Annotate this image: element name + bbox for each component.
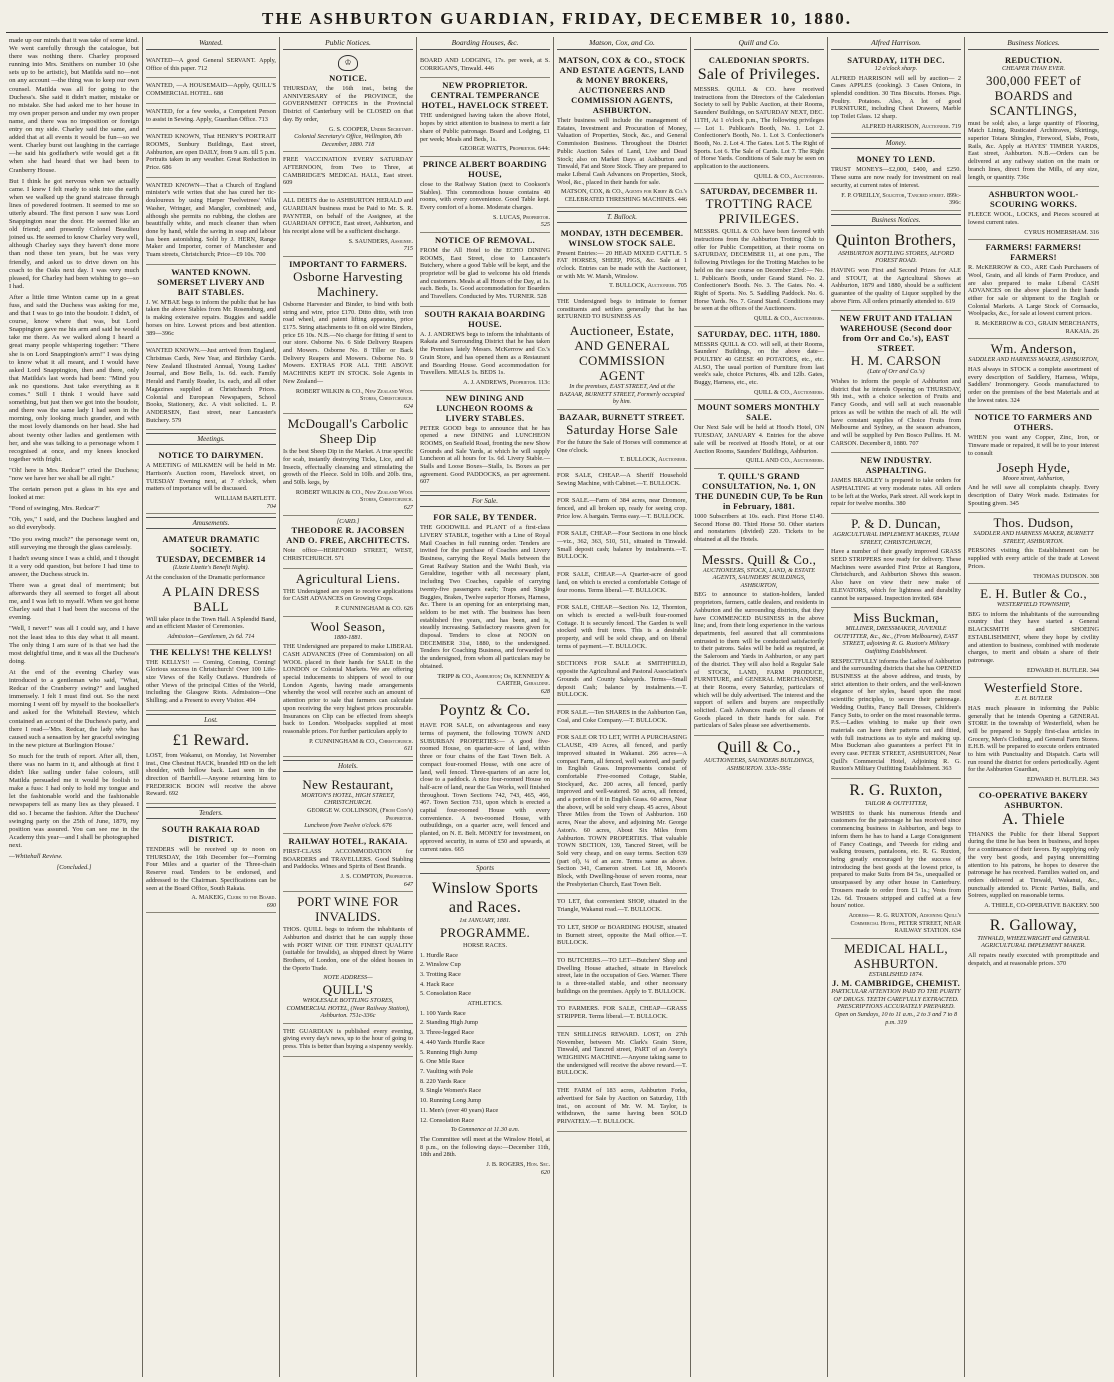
- trotting-privileges-ad: SATURDAY, DECEMBER 11. TROTTING RACE PRIVILEGES. MESSRS. QUILL & CO. have been favored with instructions from the Ashburton Trotting Club to offer for Public Competition, at their rooms on SATURDAY, DECEMBER 11, at one p.m., The following Privileges for the Trotting Matches to be held on the race course on December 23rd:— No. 1. Publican's Booth, under Grand Stand. No. 2. Confectioner's Booth. No. 3. The Gates. No. 4. Right of Sports. No. 5. Saddling Paddock. No. 6. Horse Yards. No. 7. Grand Stand. Conditions may be seen at the offices of the Auctioneers. QUILL & CO., Auctioneers.: [694, 184, 824, 326]
- for-sale-item: THE FARM of 183 acres, Ashburton Forks, advertised for Sale by Auction on Saturday, 11th inst., on account of Mr. W. M. Taylor, is withdrawn, the same having been SOLD PRIVATELY.—T. BULLOCK.: [557, 1083, 687, 1132]
- reward-ad: £1 Reward. LOST, from Wakanui, on Monday, 1st November inst., One Chestnut HACK, branded HD on the left shoulder, with hollow back. Last seen in the direction of Barrhill.—Anyone returning him to FREDERICK BOON will receive the above Reward. 692: [146, 729, 276, 804]
- auctioneer-return-ad: THE Undersigned begs to intimate to former constituents and settlers generally that he has RETURNED TO BUSINESS AS Auctioneer, Estate, AND GENERAL COMMISSION AGENT In the premises, EAST STREET, And at the BAZAAR, BURNETT STREET, Formerly occupied by him.: [557, 294, 687, 410]
- section-heading: Quill and Co.: [694, 37, 824, 50]
- news-agent-ad: WANTED KNOWN.—Just arrived from England, Christmas Cards, New Year, and Birthday Cards. New Zealand Illustrated Annual, Young Ladies' Journal, and Bow Bells, 1s. 6d. each. Family Herald and Family Reader, 1s. each, and all other Magazines supplied at Christchurch Prices. Colonial and European Newspapers, School Books, Stationery, &c. A visit solicited. L. P. ANDERSEN, East street, near Lancaster's Butchery. 579: [146, 343, 276, 430]
- for-sale-item: FOR SALE, CHEAP.—A Sheriff Household Sewing Machine, with Cabinet.—T. BULLOCK.: [557, 468, 687, 493]
- columns: [6, 37, 1108, 1377]
- column-business: [965, 37, 1102, 1377]
- section-heading: Lost.: [146, 714, 276, 726]
- board-ad: BOARD AND LODGING, 17s. per week, at S. CORRIGAN'S, Tinwald. 446: [420, 53, 550, 78]
- section-heading: Amusements.: [146, 517, 276, 529]
- classified-ad: WANTED KNOWN—That a Church of England minister's wife writes that she has cured her tic-douloureux by using Harper Twelvetrees' Villa Washer, Wringer, and Mangler, combined; and, although she permits no rubbing, the clothes are beautifully white, and much cleaner than when done by hand, while the saving in soap and labour has been astonishing. Sold by J. HERN, Range Maker and Importer, corner of Manchester and Tuam streets, Christchurch; Price—£9 10s. 700: [146, 178, 276, 265]
- classified-ad: WANTED KNOWN, That HENRY'S PORTRAIT ROOMS, Sunbury Buildings, East street, Ashburton, are open DAILY, from 9 a.m. till 5 p.m. Portraits taken in any weather. Great Reduction in Price. 686: [146, 129, 276, 178]
- story-paragraph: After a little time Winton came up in a great fuss, and said the Duchess was asking for me, and that I was to go into the boudoir. I didn't, of course, know where that was, but Lord Snappington gave me his arm and said he would take me there. As we walked along I heard a great many people whispering together: "There she is on Lord Snappington's arm!" I was dying to know what it all meant, and I would have asked Lord Snappington, then and there, only that Matilda's last words had been: "Mind you ask no questions. Just take everything as it comes." Still I think I would have said something, but just then we got into the boudoir, and there was the same lady I had seen in the morning, only looking much grander, and with the most lovely diamonds on her head. She had about twenty other ladies and gentlemen with her, and she was talking to a personage whom I recognised at once, and my knees knocked together with fright.: [9, 293, 139, 463]
- for-sale-item: TEN SHILLINGS REWARD. LOST, on 27th November, between Mr. Clark's Grain Store, Tinwald, and Tancred street, PART of an Avery's WEIGHING MACHINE.—Anyone taking same to the undersigned will receive the above reward.—T. BULLOCK.: [557, 1027, 687, 1083]
- quill-footer-ad: Quill & Co., AUCTIONEERS, SAUNDERS BUILDINGS, ASHBURTON. 333c-595c: [704, 739, 814, 772]
- winslow-sports-ad: Winslow Sports and Races. 1st JANUARY, 1881. PROGRAMME. HORSE RACES. 1. Hurdle Race 2. Winslow Cup 3. Trotting Race 4. Hack Race 5. Consolation Race ATHLETICS. 1. 100 Yards Race 2. Standing High Jump 3. Three-legged Race 4. 440 Yards Hurdle Race 5. Running High Jump 6. One Mile Race 7. Vaulting with Pole 8. 220 Yards Race 9. Single Women's Race 10. Running Long Jump 11. Men's (over 40 years) Race 12. Consolation Race To Commence at 11.30 a.m. The Committee will meet at the Winslow Hotel, at 8 p.m., on the following days:—December 11th, 18th and 28th. J. B. ROGERS, Hon. Sec. 620: [420, 880, 550, 1176]
- medical-hall-ad: MEDICAL HALL, ASHBURTON. ESTABLISHED 1874. J. M. CAMBRIDGE, CHEMIST. PARTICULAR ATTENTION PAID TO THE PURITY OF DRUGS. TEETH CAREFULLY EXTRACTED. PRESCRIPTIONS ACCURATELY PREPARED. Open on Sundays, 10 to 11 a.m., 2 to 3 and 7 to 8 p.m. 319: [831, 940, 961, 1026]
- section-heading: Business Notices.: [968, 37, 1099, 50]
- for-sale-item: TO BUTCHERS.—TO LET—Butchers' Shop and Dwelling House attached, situate in Havelock street, late in the occupation of Geo. Warner. There is a three-stalled stable, and other necessary buildings on the premises. Apply to T. BULLOCK.: [557, 953, 687, 1002]
- column-boarding: [417, 37, 554, 1377]
- section-heading: Matson, Cox, and Co.: [557, 37, 687, 50]
- for-sale-item: SECTIONS FOR SALE at SMITHFIELD, opposite the Agricultural and Pastoral Association's Grounds and County Saleyards. Terms—Small deposit Cash; balance by instalments.—T. BULLOCK.: [557, 656, 687, 705]
- mount-somers-ad: MOUNT SOMERS MONTHLY SALE. Our Next Sale will be held at Hood's Hotel, ON TUESDAY, JANUARY 4. Entries for the above sale will be received at Hood's Hotel, or at our Auction Rooms, Saunders' Buildings, Ashburton. QUILL AND CO., Auctioneers.: [694, 400, 824, 468]
- duncan-ad: P. & D. Duncan, AGRICULTURAL IMPLEMENT MAKERS, TUAM STREET, CHRISTCHURCH, Have a number of their greatly improved GRASS SEED STRIPPERS now ready for delivery. These Machines were awarded First Prize at Rangiora, Christchurch, and Ashburton Shows this season. Also have on view their new make of ELEVATORS, which for lightness and durability cannot be surpassed. Inspection invited. 684: [831, 514, 961, 608]
- colonial-notice: ♔ NOTICE. THURSDAY, the 16th inst., being the ANNIVERSARY of the PROVINCE, the GOVERNMENT OFFICES in the Provincial District of Canterbury will be CLOSED on that day. By order, G. S. COOPER, Under Secretary. Colonial Secretary's Office, Wellington, 8th December, 1880. 718: [283, 53, 413, 152]
- column-harrison: [828, 37, 965, 1377]
- story-paragraph: made up our minds that it was take of some kind. We went carefully through the catalogue, but there was nothing there. Charley proposed running into Mrs. Smithers on number 10 (she sets up to be artistic), but Matilda said no—not on any account —the thing was to keep our own counsel. Matilda was all for going to the Duchess's. She said it didn't matter, mistake or no mistake. She had asked me to her house in my own proper person and under my own proper name, and there was no imposition or foreign entry on my side. Charley said the same, and added that at all events it would be fun—so we went. Charley burst out laughing in the carriage—he said his godfather's wife would get a fit when she had heard that we had been to Cranberry House.: [9, 37, 139, 174]
- for-sale-item: FOR SALE, CHEAP.—A Quarter-acre of good land, on which is erected a comfortable Cottage of four rooms. Terms liberal.—T. BULLOCK.: [557, 567, 687, 600]
- farmers-notice-ad: NOTICE TO FARMERS AND OTHERS. WHEN you want any Copper, Zinc, Iron, or Tinware made or repaired, it will be to your interest to consult Joseph Hyde, Moore street, Ashburton, And he will save all complaints cheaply. Every description of Dairy Work made. Estimates for Spouting given. 345: [968, 410, 1099, 513]
- matson-ad: MATSON, COX & CO., STOCK AND ESTATE AGENTS, LAND & MONEY BROKERS, AUCTIONEERS AND COMMISSION AGENTS, ASHBURTON. Their business will include the management of Estates, Investment and Procuration of Money, Valuation of Properties, Stock, &c., and General Commission Business. Throughout the District Public Auction Sales of Land, Live and Dead Stock; also on Market Days at Ashburton and Tinwald, Fat and Store Stock. They are prepared to make Liberal Cash Advances on Properties, Stock, Wool, &c., placed in their hands for sale. MATSON, COX, & CO., Agents for Kirby & Co.'s CELEBRATED THRESHING MACHINES. 446: [557, 53, 687, 208]
- story-paragraph: At the end of the evening Charley was introduced to a gentleman who said, "What, Redcar of the Cranberry swing?" and laughed immensely. I felt I must find out. So the next morning I went off by myself to the bookseller's and asked for the Whitehall Review, which contained an account of the Duchess's party, and there I read—'Mrs. Redcar, the lady who has caused such a sensation by her graceful swinging in the new picture at Burlington House.': [9, 668, 139, 749]
- section-heading: Boarding Houses, &c.: [420, 37, 550, 50]
- section-heading: For Sale.: [420, 495, 550, 507]
- mckerrow-ad: FARMERS! FARMERS! FARMERS! R. McKERROW & CO., ARE Cash Purchasers of Wool, Grain, and all kinds of Farm Produce, and are also prepared to make Liberal CASH ADVANCES on the above placed in their hands either for sale or shipment to the English or Colonial Markets. A Large Stock of Cornsacks, Woolpacks, &c., for sale at lowest current prices. R. McKERROW & CO., GRAIN MERCHANTS, RAKAIA. 26: [968, 240, 1099, 339]
- story-paragraph: "Do you swing much?" the personage went on, still surveying me through the glass carelessly.: [9, 535, 139, 551]
- column-matson-bullock: [554, 37, 691, 1377]
- story-paragraph: I hadn't swung since I was a child, and I thought it a very odd question, but before I had time to answer, the Duchess struck in.: [9, 554, 139, 578]
- port-wine-ad: PORT WINE FOR INVALIDS. THOS. QUILL begs to inform the inhabitants of Ashburton and district that he can supply those with PORT WINE OF THE FINEST QUALITY (suitable for Invalids), as shipped direct by Warre Brothers, of London, one of the oldest houses in the Oporto Trade. NOTE ADDRESS— QUILL'S WHOLESALE BOTTLING STORES, COMMERCIAL HOTEL, (Near Railway Station), Ashburton. 751c-336c: [283, 892, 413, 1024]
- poultry-sale-ad: SATURDAY, DEC. 11TH, 1880. MESSRS QUILL & CO. will sell, at their Rooms, Saunders' Buildings, on the above date— POULTRY 40 GEESE 40 POTATOES, etc., etc. ALSO, The usual portion of Furniture from last week's sale, choice Pictures, 4lb. and 12lb. Gates, Buggy, Harness, etc., etc. QUILL & CO., Auctioneers.: [694, 327, 824, 401]
- railway-hotel-ad: RAILWAY HOTEL, RAKAIA. FIRST-CLASS ACCOMMODATION for BOARDERS and TRAVELLERS. Good Stabling and Paddocks. Wines and Spirits of Best Brands. J. S. COMPTON, Proprietor. 647: [283, 834, 413, 892]
- wool-scouring-ad: ASHBURTON WOOL-SCOURING WORKS. FLEECE WOOL, LOCKS, and Pieces scoured at lowest current rates. CYRUS HOMERSHAM. 316: [968, 187, 1099, 240]
- liens-ad: Agricultural Liens. THE Undersigned are open to receive applications for CASH ADVANCES on Growing Crops. P. CUNNINGHAM & CO. 626: [283, 569, 413, 617]
- south-rakaia-ad: SOUTH RAKAIA BOARDING HOUSE. A. J. ANDREWS begs to inform the inhabitants of Rakaia and Surrounding District that he has taken the Premises lately Messrs. McKerrow and Co.'s Grain Store, and has opened them as a Restaurant and Boarding House. Good accommodation for Travellers. MEALS 1s. BEDS 1s. A. J. ANDREWS, Proprietor. 113c: [420, 307, 550, 391]
- column-wanted: [143, 37, 280, 1377]
- money-to-lend-ad: MONEY TO LEND. TRUST MONEYS—£2,000, £400, and £250. These sums are now ready for investment on real security, at current rates of interest. F. P. O'REILLY, Solicitor, Tancred street. 899c-396c: [831, 152, 961, 210]
- kellys-ad: THE KELLYS! THE KELLYS! THE KELLYS!! — Coming, Coming, Coming! Glorious success in Christchurch! Over 100 Life-size Views of the Kelly Outlaws. Hundreds of other Views of the principal Cities of the World, including the Glasgow Riots. Admission—One Shilling; and a Present to every Visitor. 494: [146, 645, 276, 711]
- tender-sale-ad: FOR SALE, BY TENDER. THE GOODWILL and PLANT of a first-class LIVERY STABLE, together with a Line of Royal Mail Coaches in full running order. Tenders are invited for the purchase of Coaches and Livery Business, carrying the Royal Mails between the Great Railway Station and the Waihi Bush, via Geraldine, together with all necessary plant, including Two Coaches, capable of carrying twenty-five passengers each; Traps and Single Buggies, Brakes, Twelve superior Horses, Harness, &c. There is an opening for an enterprising man, seldom to be met with. The business has been established five years, and has been, and is, steadily increasing. Satisfactory reasons given for disposal. Tenders to close at NOON on DECEMBER 31st, 1880, to the undersigned. Tenders for Coaching Business, and forwarded to the undersigned, from whom all particulars may be obtained. TRIPP & CO., Ashburton; Or, KENNEDY & CARTER, Geraldine. 628: [420, 510, 550, 699]
- harrison-sale-ad: SATURDAY, 11TH DEC. 12 o'clock sharp. ALFRED HARRISON will sell by auction— 2 Cases APPLES (cooking). 3 Cases Onions, in splendid condition. 30 Tins Biscuits. Horses. Pigs. Poultry. Potatoes. Also, A lot of good FURNITURE, including Chest Drawers, Marble top Toilet Glass. 12 sharp. ALFRED HARRISON, Auctioneer. 719: [831, 53, 961, 134]
- column-public-notices: [280, 37, 417, 1377]
- for-sale-item: TO LET, that convenient SHOP, situated in the Triangle, Wakanui road.—T. BULLOCK.: [557, 894, 687, 919]
- restaurant-ad: New Restaurant, MORTON'S HOTEL, HIGH STREET, CHRISTCHURCH. GEORGE W. COLLINSON, (From Coin's) Proprietor. Luncheon from Twelve o'clock. 676: [283, 775, 413, 834]
- story-paragraph: "Well, I never!" was all I could say, and I have not the least idea to this day what it all meant. The only thing I am sure of is that we had the most delightful time, and it was all the Duchess's doing.: [9, 625, 139, 665]
- section-heading: T. Bullock.: [557, 211, 687, 223]
- story-paragraph: "Oh, yes," I said, and the Duchess laughed and so did everybody.: [9, 516, 139, 532]
- section-heading: Tenders.: [146, 807, 276, 819]
- story-paragraph: "Fond of swinging, Mrs. Redcar?": [9, 505, 100, 513]
- butler-ad: E. H. Butler & Co., WESTERFIELD TOWNSHIP, BEG to inform the inhabitants of the surrounding country that they have started a General BLACKSMITH and SHOEING ESTABLISHMENT, where they hope by civility and attention to business, combined with moderate charges, to merit and obtain a share of their patronage. EDWARD H. BUTLER. 344: [968, 584, 1099, 678]
- story-paragraph: But I think he got nervous when we actually came. I knew I felt ready to sink into the earth when we walked up the grand staircase through lines of powdered footmen. It seemed to me so utterly absurd. The first person I saw was Lord Snappington near the door. He seemed like an old friend; and presently Colonel Beaulieu joined us. He seemed to know Charley very well, although Charley says they haven't done more than nod these ten years, but he was very friendly, and asked us to drive down on his coach to the Oaks next day. I was very much pleased, for Charley had been wishing to go—so I had.: [9, 177, 140, 290]
- harvesting-ad: IMPORTANT TO FARMERS. Osborne Harvesting Machinery. Osborne Harvester and Binder, to bind with both string and wire, price £170. Ditto ditto, with iron road wheel, and patent lifting apparatus, price £175. String attachments to fit on old wire Binders, price £6 10s. N.B.—No charge for fitting if sent to our store. Osborne No. 6 Side Delivery Reapers and Mowers. Osborne No. 8 Tiller or Back Delivery Reapers and Mowers. Osborne No. 9 Mowers. EXTRAS FOR ALL THE ABOVE MACHINES KEPT IN STOCK. Sole Agents in New Zealand— ROBERT WILKIN & CO., New Zealand Wool Stores, Christchurch. 624: [283, 257, 413, 415]
- classified-ad: WANTED—A good General SERVANT. Apply, Office of this paper. 712: [146, 53, 276, 78]
- section-heading: Meetings.: [146, 433, 276, 445]
- story-paragraph: There was a great deal of merriment; but afterwards they all seemed to forget all about me, and I was left to myself. When we got home Charley said that I had been the success of the evening.: [9, 582, 139, 622]
- section-heading: Business Notices.: [831, 214, 961, 226]
- quill-business-ad: Messrs. Quill & Co., AUCTIONEERS, STOCK, LAND, & ESTATE AGENTS, SAUNDERS' BUILDINGS, ASHBURTON, BEG to announce to station-holders, landed proprietors, farmers, cattle dealers, and residents in Ashburton and the surrounding districts, that they have COMMENCED BUSINESS in the above line; and, from their long experience in the various departments, feel assured that all commissions entrusted to them will be conducted satisfactorily to their patrons. Sales will be held as required, at the Saleroom and Yards in Ashburton, or any part of the district. They will also hold a Regular Sale of STOCK, LAND, FARM PRODUCE, FURNITURE, and GENERAL MERCHANDISE, at their Rooms, every Saturday, particulars of which will be duly advertised. The interest and the support of sellers and buyers are respectfully solicited. Cash Advances made on all classes of Goods placed in their hands for sale. For particulars of Sales please see advertisements.: [694, 550, 824, 736]
- for-sale-item: FOR SALE, CHEAP.—Four Sections in one block—viz., 362, 363, 510, 511, situated in Tinwald. Small deposit cash; balance by instalments.—T. BULLOCK.: [557, 526, 687, 567]
- carson-ad: NEW FRUIT AND ITALIAN WAREHOUSE (Second door from Orr and Co.'s), EAST STREET. H. M. CARSON (Late of Orr and Co.'s) Wishes to inform the people of Ashburton and district that he intends Opening on THURSDAY, 9th inst., with a choice selection of Fruits and Fancy Goods, and will sell at such reasonable prices as will be within the reach of all. He will have constant supplies of Choice Fruits from Melbourne and Sydney, as the season advances, and will be supplied by Pen Bosco Pullins. H. M. CARSON. December 8, 1880. 707: [831, 311, 961, 453]
- for-sale-item: FOR SALE, CHEAP.—Section No. 12, Thornton, on which is erected a well-built four-roomed Cottage. It is securely fenced. The Garden is well stocked with fruit trees. This is a desirable property, and will be sold cheap, and on liberal terms of payment.—T. BULLOCK.: [557, 600, 687, 656]
- livery-ad: WANTED KNOWN. SOMERSET LIVERY AND BAIT STABLES. J. W. M'BAE begs to inform the public that he has taken the above Stables from Mr. Rosensburg, and is making extensive repairs. Buggies and saddle horses on hire. Lowest prices and best attention. 389—396c: [146, 265, 276, 344]
- for-sale-item: FOR SALE OR TO LET, WITH A PURCHASING CLAUSE, 439 Acres, all fenced, and partly improved situated in Wakanui. 266 acres—A compact Farm, all fenced, well watered, and partly in English Grass. Improvements consist of comfortable Five-roomed Cottage, Stable, Stockyard, &c. 200 acres, all fenced, partly improved and well-watered. 50 acres, all fenced, and a portion of it in English Grass. 60 acres, Near the above, will be sold very cheap. 45 acres, About Three Miles from the Town of Ashburton. 160 acres, Near the above, and adjoining Mr. George Aston's. 60 acres, About Six Miles from Ashburton. TOWN PROPERTIES. That valuable TOWN SECTION, 139, Tancred Street, will be Sold very cheap, and on easy terms. Section 639 (part of), ¼ of an acre. Terms same as above. Section 341, Cameron street. Lot 18, Moore's Block, with Dwelling-house of seven rooms, near the Presbyterian Church, East Town Belt.: [557, 730, 687, 894]
- section-heading: Hotels.: [283, 760, 413, 772]
- classified-ad: WANTED, —A HOUSEMAID—Apply, QUILL'S COMMERCIAL HOTEL. 688: [146, 78, 276, 103]
- for-sale-item: TO LET, SHOP or BOARDING HOUSE, situated in Burnett street, opposite the Mail office.—T. BULLOCK.: [557, 920, 687, 953]
- for-sale-item: TO FARMERS. FOR SALE, CHEAP—GRASS STRIPPER. Terms liberal.—T. BULLOCK.: [557, 1001, 687, 1026]
- story-concluded: [Concluded.]: [56, 864, 92, 872]
- dudson-ad: Thos. Dudson, SADDLER AND HARNESS MAKER, BURNETT STREET, ASHBURTON. PERSONS visiting this Establishment can be supplied with every article of the trade at Lowest Prices. THOMAS DUDSON. 308: [968, 513, 1099, 584]
- section-heading: Money.: [831, 137, 961, 149]
- story-paragraph: So much for the truth of report. After all, then, there was no harm in it, and although at first I didn't like sailing under false colours, still Matilda persuaded me it would be foolish to make a fuss: I had only to hold my tongue and let the fashionable world and the fashionable newspapers tell as many lies as they pleased. I did so. I became the fashion. After the Duchess' swinging party on the 25th of June, 1879, my position was assured. You can see me in the Academy this year—and I shall be photographed next.: [9, 752, 139, 849]
- anderson-ad: Wm. Anderson, SADDLER AND HARNESS MAKER, ASHBURTON, HAS always in STOCK a complete assortment of every description of Saddlery, Harness, Whips, Saddlers' Ironmongery. Goods manufactured to order on the premises of the best Materials and at the lowest rates. 324: [968, 339, 1099, 410]
- westerfield-store-ad: Westerfield Store. E. H. BUTLER HAS much pleasure in informing the Public generally that he intends Opening a GENERAL STORE in the township of Westerfield, when he will be prepared to Supply first-class articles in Grocery, Men's Clothing, and General Farm Stores. E.H.B. will be prepared to execute orders entrusted to him with Punctuality and Dispatch. Carts will run round the district for orders periodically. Agent for the Ashburton Guardian, EDWARD H. BUTLER. 343: [968, 678, 1099, 788]
- sheep-dip-ad: McDougall's Carbolic Sheep Dip Is the best Sheep Dip in the Market. A true specific for scab, instantly destroying Ticks, Lice, and all Insects, effectually cleansing and stimulating the growth of the Fleece. Sold in 10lb. and 20lb. tins, and 50lb. kegs, by ROBERT WILKIN & CO., New Zealand Wool Stores, Christchurch. 627: [283, 414, 413, 515]
- horse-sale-ad: BAZAAR, BURNETT STREET. Saturday Horse Sale For the future the Sale of Horses will commence at One o'clock. T. BULLOCK, Auctioneer.: [557, 410, 687, 468]
- section-heading: Sports: [420, 862, 550, 874]
- column-quill: [691, 37, 828, 1377]
- dairymen-notice: NOTICE TO DAIRYMEN. A MEETING of MILKMEN will be held in Mr. Harrison's Auction room, Havelock street, on TUESDAY Evening next, at 7 o'clock, when matters of importance will be discussed. WILLIAM BARTLETT. 704: [146, 448, 276, 514]
- dramatic-society-ad: AMATEUR DRAMATIC SOCIETY. TUESDAY, DECEMBER 14 (Lizzie Lizette's Benefit Night). At the conclusion of the Dramatic performance A PLAIN DRESS BALL Will take place in the Town Hall. A Splendid Band, and an efficient Master of Ceremonies. Admission—Gentlemen, 2s 6d. 714: [146, 532, 276, 644]
- masthead: THE ASHBURTON GUARDIAN, FRIDAY, DECEMBER 10, 1880.: [6, 6, 1108, 33]
- privileges-sale-ad: CALEDONIAN SPORTS. Sale of Privileges. MESSRS. QUILL & CO. have received instructions from the Directors of the Caledonian Society to sell by Public Auction, at their Rooms, Saunders' Buildings, on SATURDAY NEXT, DEC. 11TH, At 1 o'clock p.m., The following privileges— Lot 1. Publican's Booth, No. 1. Lot 2. Confectioner's Booth, No. 1. Lot 3. Confectioner's Booth, No. 2. Lot 4. The Gates. Lot 5. The Right of Sports. Lot 6. The Sale of Cards. Lot 7. The Right of Horse Yards. Conditions of Sale may be seen on application to the auctioneers. QUILL & CO., Auctioneers.: [694, 53, 824, 184]
- vaccination-notice: FREE VACCINATION EVERY SATURDAY AFTERNOON, from Two to Three, at CAMBRIDGE'S MEDICAL HALL, East street. 609: [283, 152, 413, 193]
- story-paragraph: "Oh! here is Mrs. Redcar!" cried the Duchess; "now we have her we shall be all right.": [9, 466, 139, 482]
- ruxton-ad: R. G. Ruxton, TAILOR & OUTFITTER, WISHES to thank his numerous friends and customers for the patronage he has received since commencing business in Ashburton, and begs to inform them he has to hand a Large Consignment of Fancy Coatings, and Tweeds for riding and walking trousers, pantaloons, etc. R. G. Ruxton, being greatly encouraged by the success of introducing the best goods at the lowest price, is prepared to make Suits from 84 5s., unequalled or unsurpassed by any other house in Canterbury. Trousers made to order from £1 1s.; Vests from 12s. 6d. Trousers stripped and cuffed at a few hours' notice. Address— R. G. RUXTON, Adjoining Quill's Commercial Hotel, PETER STREET, NEAR RAILWAY STATION. 634: [831, 779, 961, 939]
- section-heading: Wanted.: [146, 37, 276, 50]
- guardian-note: THE GUARDIAN is published every evening, giving every day's news, up to the hour of going to press. This is better than buying a sixpenny weekly.: [283, 1024, 413, 1057]
- column-story: [6, 37, 143, 1377]
- bakery-ad: CO-OPERATIVE BAKERY ASHBURTON. A. Thiele THANKS the Public for their liberal Support during the time he has been in business, and hopes for a continuance of their favors. By supplying only the very best goods, and paying unremitting attention to his patrons, he hopes to deserve the patronage he has received. Families waited on, and orders delivered at Tinwald, Wakanui, &c., punctually attended to. Picnic Parties, Balls, and Soirees, supplied on reasonable terms. A. THIELE, CO-OPERATIVE BAKERY. 500: [968, 788, 1099, 914]
- debts-notice: ALL DEBTS due to ASHBURTON HERALD and GUARDIAN business must be Paid to Mr. S. R. PAYNTER, on behalf of the Assignee, at the GUARDIAN OFFICE, East street, Ashburton, and his receipt alone will be a sufficient discharge. S. SAUNDERS, Assignee. 715: [283, 193, 413, 257]
- temperance-hotel-ad: NEW PROPRIETOR. CENTRAL TEMPERANCE HOTEL, HAVELOCK STREET. THE undersigned having taken the above Hotel, hopes by strict attention to business to merit a fair share of Public patronage. Board and Lodging, £1 per week; Meals and Beds, 1s. GEORGE WATTS, Proprietor. 644c: [420, 78, 550, 156]
- for-sale-item: FOR SALE.—Farm of 384 acres, near Dromore, fenced, and all broken up, ready for seeing crop. Price low. A bargain. Terms easy.—T. BULLOCK.: [557, 493, 687, 526]
- section-heading: Alfred Harrison.: [831, 37, 961, 50]
- royal-crest-icon: ♔: [338, 55, 358, 71]
- asphalting-ad: NEW INDUSTRY. ASPHALTING. JAMES BRADLEY is prepared to take orders for ASPHALTING at very moderate rates. All orders to be left at the Works, Park street. All work kept in repair for twelve months. 380: [831, 453, 961, 514]
- classified-ad: WANTED, for a few weeks, a Competent Person to assist in Sewing. Apply, Guardian Office. 713: [146, 104, 276, 129]
- removal-notice: NOTICE OF REMOVAL. FROM the All Hotel to the ECHO DINING ROOMS, East Street, close to Lancaster's Butchery, where a good Table will be kept, and the proprietor will be glad to welcome his old friends and customers. Meals at all Hours of the Day, at 1s. each. Beds, 1s. Good accommodation for Boarders and Travellers. Conducted by Mrs. TURNER. 528: [420, 233, 550, 307]
- poyntz-ad: Poyntz & Co. HAVE FOR SALE, on advantageous and easy terms of payment, the following TOWN AND SUBURBAN PROPERTIES:— A good five-roomed House, on quarter-acre of land, within three or four chains of the East Town Belt. A compact four-roomed House, with one acre of land, well fenced. Three-quarters of an acre lot, close to a paddock. A nice four-roomed House on half-acre of land, near the Gas Works, well finished throughout. Town Sections 742, 743, 465, 466, 467. Town Section 731, upon which is erected a capital four-roomed House with every convenience. A two-roomed House, with outbuildings, on a quarter acre, well fenced and planted, on N. E. Belt. MONEY for investment, on approved security, in sums of £50 and upwards, at current rates. 665: [420, 699, 550, 859]
- story-paragraph: The certain person put a glass in his eye and looked at me:: [9, 486, 139, 502]
- winslow-stock-sale-ad: MONDAY, 13TH DECEMBER. WINSLOW STOCK SALE. Present Entries:— 20 HEAD MIXED CATTLE. 5 FAT HORSES, SHEEP, PIGS, &c. Sale at 1 o'clock. Entries can be made with the Auctioneer, or with Mr. W. Marsh, Winslow. T. BULLOCK, Auctioneer. 705: [557, 226, 687, 294]
- story-source: —Whitehall Review.: [9, 853, 63, 860]
- for-sale-item: FOR SALE.—Ten SHARES in the Ashburton Gas, Coal, and Coke Company.—T. BULLOCK.: [557, 705, 687, 730]
- tender-ad: SOUTH RAKAIA ROAD DISTRICT. TENDERS will be received up to noon on THURSDAY, the 16th December for—Forming Four Miles and a quarter of the Three-chain Reserve road. Tenders to be endorsed, and addressed to the Chairman. Specifications can be seen at the Board Office, South Rakaia. A. MAKEIG, Clerk to the Board. 690: [146, 822, 276, 913]
- timber-reduction-ad: REDUCTION. CHEAPER THAN EVER. 300,000 FEET of BOARDS and SCANTLINGS, must be sold; also, a large quantity of Flooring, Match Lining, Rusticated Architraves, Skirtings, superior Totara Shingles, Firewood, Slabs, Posts, Rails, &c. Apply at HAYES' TIMBER YARDS, East street, Ashburton. N.B.—Orders can be delivered at any railway station on the main or branch lines, direct from the Mills, of any size, length, or quantity. 736c: [968, 53, 1099, 187]
- architects-ad: [CARD.] THEODORE R. JACOBSEN AND O. FREE, ARCHITECTS. Note office—HEREFORD STREET, WEST, CHRISTCHURCH. 571: [283, 516, 413, 569]
- consultation-ad: T. QUILL'S GRAND CONSULTATION, No. 1, ON THE DUNEDIN CUP, To be Run in February, 1881. 1000 Subscribers at 10s. each. First Horse £140. Second Horse 80. Third Horse 50. Other starters and nonstarters (divided) 220. Tickets to be obtained at all the Hotels.: [694, 469, 824, 550]
- dining-rooms-ad: NEW DINING AND LUNCHEON ROOMS & LIVERY STABLES. PETER GOOD begs to announce that he has opened a new DINING and LUNCHEON ROOMS, on Seafield Road, fronting the new Show Grounds and Sale Yards, at which he will supply Luncheon at all hours for 1s. 6d. Livery Stable.—Stalls and Loose Boxes—Stalls, 1s. Boxes as per agreement. Good PADDOCKS, as per agreement. 607: [420, 391, 550, 493]
- buckman-ad: Miss Buckman, MILLINER, DRESSMAKER, JUVENILE OUTFITTER, &c., &c., (From Melbourne), EAST STREET, adjoining R. G. Ruxton's Military Outfitting Establishment. RESPECTFULLY informs the Ladies of Ashburton and the surrounding districts that she has OPENED BUSINESS at the above address, and trusts, by strict attention to their orders, and the well-known elegance of her styles, based upon the most scientific principles, to secure their patronage. Wedding Outfits, Fancy Ball Dresses, Children's Fancy Suits, to order on the most reasonable terms. P.S.—Ladies wishing to make up their own materials can have their patterns cut and fitted, with full instructions as to style and making up. Miss Buckman also guarantees a perfect Fit in every case. PETER STREET, ASHBURTON, Near Quill's Commercial Hotel, Adjoining R. G. Ruxton's Military Outfitting Establishment. 363: [831, 608, 961, 779]
- prince-albert-ad: PRINCE ALBERT BOARDING HOUSE, close to the Railway Station (next to Cookson's Stables). This commodious house contains 40 rooms, with every convenience. Good Table kept. Every comfort of a home. Moderate charges. S. LUCAS, Proprietor. 525: [420, 157, 550, 233]
- quinton-ad: Quinton Brothers, ASHBURTON BOTTLING STORES, ALFORD FOREST ROAD. HAVING won First and Second Prizes for ALE and STOUT, at the Agricultural Shows at Ashburton, 1879 and 1880, should be a sufficient guarantee of the quality of Liquor supplied by the above Firm. All orders primarily attended to. 619: [831, 229, 961, 312]
- section-heading: Public Notices.: [283, 37, 413, 50]
- wool-season-ad: Wool Season, 1880-1881. THE Undersigned are prepared to make LIBERAL CASH ADVANCES (Free of Commission) on all WOOL placed in their hands for SALE in the LONDON or Colonial Markets. We are offering special inducements to shippers of wool to our London Agents, having made arrangements whereby the wool will receive such an amount of attention prior to sale that farmers can calculate upon receiving the very highest prices procurable. Insurances on Clip can be effected from sheep's back to London. Woolpacks supplied at most reasonable prices. For further particulars apply to P. CUNNINGHAM & CO., Christchurch. 611: [283, 617, 413, 757]
- galloway-ad: R. Galloway, TINWALD, WHEELWRIGHT and GENERAL AGRICULTURAL IMPLEMENT MAKER. All repairs neatly executed with promptitude and despatch, and at reasonable prices. 370: [968, 916, 1099, 967]
